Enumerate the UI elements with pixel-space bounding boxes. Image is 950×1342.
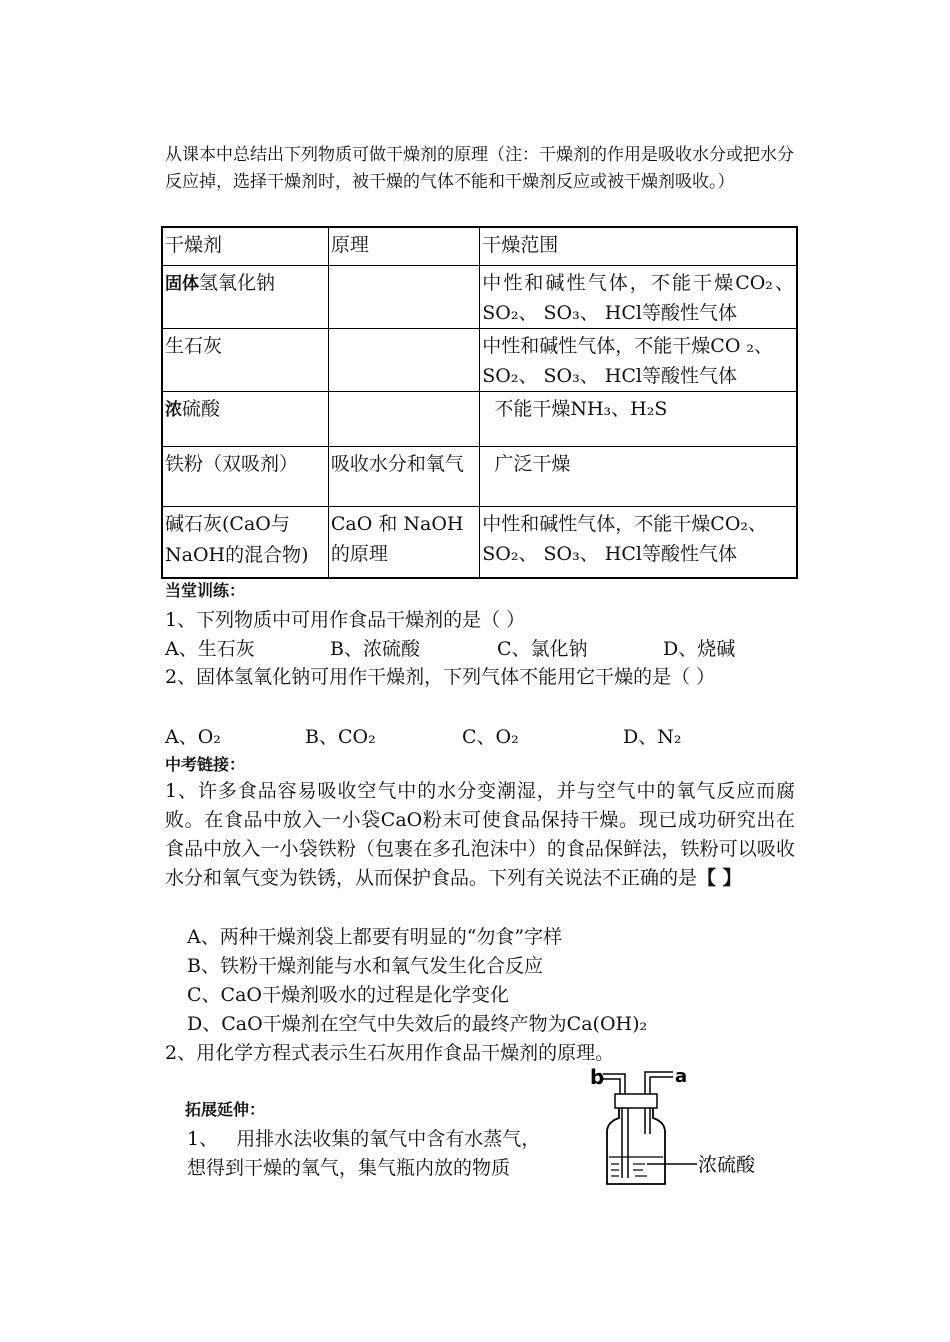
exam-q1-text: 1、许多食品容易吸收空气中的水分变潮湿，并与空气中的氧气反应而腐败。在食品中放入一小袋CaO粉末可使食品保持干燥。现已成功研究出在食品中放入一小袋铁粉（包裹在多孔泡沫中）的食品保鲜法，铁粉可以吸收水分和氧气变为铁锈，从而保护食品。下列有关说法不正确的是 [165,780,795,889]
exam-q2: 2、用化学方程式表示生石灰用作食品干燥剂的原理。 [165,1042,615,1064]
practice-heading: 当堂训练： [165,581,246,600]
extension-q1-line2: 想得到干燥的氧气，集气瓶内放的物质 [187,1157,511,1179]
row-name: 硫酸 [182,397,221,420]
table-header-row [162,227,797,265]
row-name-bold: 固体 [165,273,199,294]
exam-option-d: D、CaO干燥剂在空气中失效后的最终产物为Ca(OH)₂ [187,1013,648,1035]
practice-q1-option-c: C、氯化钠 [497,638,588,660]
row-range: 中性和碱性气体，不能干燥CO ₂、SO₂、 SO₃、 HCl等酸性气体 [480,328,797,391]
acid-liquid [609,1157,663,1176]
practice-q2-option-d: D、N₂ [623,726,682,748]
header-desiccant: 干燥剂 [162,227,328,265]
extension-q1-line1: 1、 用排水法收集的氧气中含有水蒸气， [187,1128,541,1150]
practice-q2-option-c: C、O₂ [462,726,519,748]
row-range: 不能干燥NH₃、H₂S [480,391,797,446]
row-name: 铁粉（双吸剂） [165,452,299,475]
header-principle: 原理 [328,227,479,265]
practice-q2-option-b: B、CO₂ [305,726,376,748]
exam-q1-bracket: 【 】 [697,867,742,889]
desiccant-table [161,226,798,579]
exam-option-b: B、铁粉干燥剂能与水和氧气发生化合反应 [187,955,543,977]
practice-q2-option-a: A、O₂ [165,726,221,748]
row-name-bold: 浓 [165,399,182,420]
exam-heading: 中考链接： [165,755,246,774]
row-range: 中性和碱性气体，不能干燥CO₂、SO₂、 SO₃、 HCl等酸性气体 [480,506,797,578]
row-principle: 吸收水分和氧气 [328,446,479,506]
row-name: 碱石灰(CaO与NaOH的混合物) [165,512,309,566]
bottle-stopper [615,1094,657,1108]
row-range: 广泛干燥 [480,446,797,506]
row-principle [328,328,479,391]
bottle-body [607,1108,665,1184]
table-row [162,446,797,506]
practice-q1-option-b: B、浓硫酸 [330,638,420,660]
table-row [162,391,797,446]
row-principle [328,265,479,328]
diagram-label-a: a [675,1066,688,1087]
header-range: 干燥范围 [480,227,797,265]
row-name: 氢氧化钠 [199,271,276,294]
intro-paragraph: 从课本中总结出下列物质可做干燥剂的原理（注：干燥剂的作用是吸收水分或把水分反应掉，选择干燥剂时，被干燥的气体不能和干燥剂反应或被干燥剂吸收。） [165,145,794,192]
practice-q1-option-d: D、烧碱 [663,638,736,660]
gas-washing-bottle-diagram [585,1062,785,1192]
diagram-label-b: b [590,1065,605,1089]
exam-option-c: C、CaO干燥剂吸水的过程是化学变化 [187,984,509,1006]
table-row [162,506,797,578]
extension-heading: 拓展延伸： [185,1100,266,1119]
table-row [162,328,797,391]
practice-q2: 2、固体氢氧化钠可用作干燥剂，下列气体不能用它干燥的是（ ） [165,666,716,688]
exam-option-a: A、两种干燥剂袋上都要有明显的“勿食”字样 [187,926,563,948]
row-name: 生石灰 [165,334,223,357]
diagram-label-acid: 浓硫酸 [698,1154,756,1176]
row-principle [328,391,479,446]
row-principle: CaO 和 NaOH的原理 [328,506,479,578]
practice-q1-option-a: A、生石灰 [165,638,255,660]
exam-q1 [165,777,795,893]
table-row [162,265,797,328]
row-range: 中性和碱性气体，不能干燥CO₂、SO₂、 SO₃、 HCl等酸性气体 [480,265,797,328]
practice-q1: 1、下列物质中可用作食品干燥剂的是（ ） [165,609,526,631]
